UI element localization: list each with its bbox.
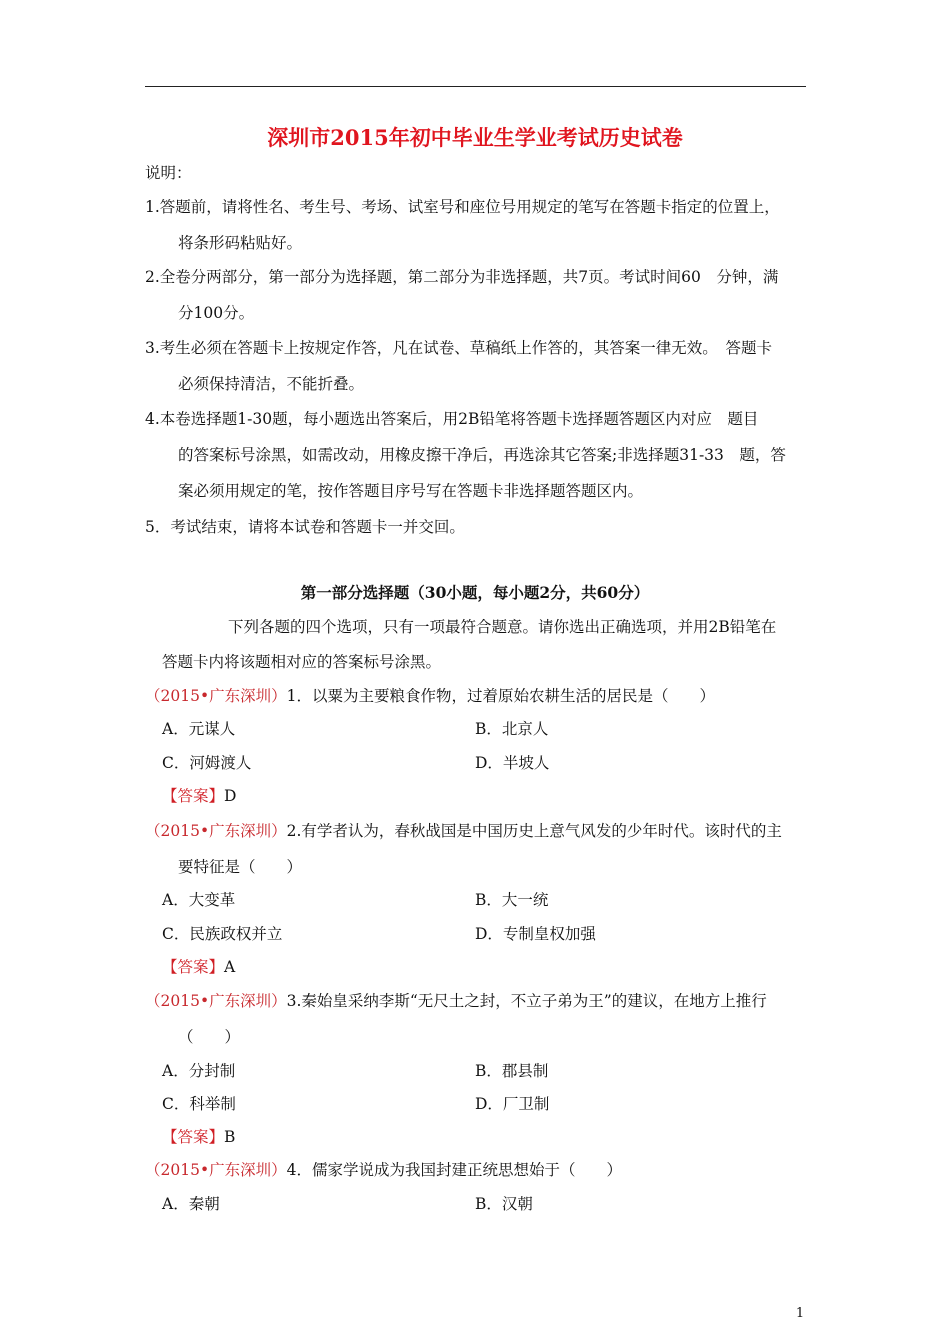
instruction-line: 1.答题前，请将性名、考生号、考场、试室号和座位号用规定的笔写在答题卡指定的位置上， [145, 198, 780, 216]
question-stem-cont: 要特征是（ ） [178, 858, 303, 876]
option-a: A．秦朝 [162, 1195, 220, 1213]
question-stem: 1．以粟为主要粮食作物，过着原始农耕生活的居民是（ ） [286, 687, 715, 705]
answer-line [162, 785, 236, 807]
question-source: （2015•广东深圳） [145, 992, 287, 1010]
answer-value: D [224, 787, 237, 805]
question-stem: 3.秦始皇采纳李斯“无尺土之封，不立子弟为王”的建议，在地方上推行 [286, 992, 767, 1010]
section-intro: 答题卡内将该题相对应的答案标号涂黑。 [162, 653, 442, 671]
option-a: A．元谋人 [162, 720, 236, 738]
option-b: B．郡县制 [475, 1062, 549, 1080]
question-source: （2015•广东深圳） [145, 822, 287, 840]
instruction-line: 必须保持清洁，不能折叠。 [178, 375, 365, 393]
option-b: B．汉朝 [475, 1195, 533, 1213]
instruction-line: 案必须用规定的笔，按作答题目序号写在答题卡非选择题答题区内。 [178, 482, 644, 500]
answer-line [162, 1126, 235, 1148]
question-source: （2015•广东深圳） [145, 1161, 287, 1179]
answer-label: 【答案】 [162, 1128, 225, 1146]
answer-label: 【答案】 [162, 958, 225, 976]
instruction-line: 分100分。 [178, 304, 255, 322]
question-stem: 4．儒家学说成为我国封建正统思想始于（ ） [286, 1161, 622, 1179]
option-a: A．分封制 [162, 1062, 236, 1080]
answer-label: 【答案】 [162, 787, 225, 805]
question-2 [145, 820, 782, 842]
section-intro: 下列各题的四个选项，只有一项最符合题意。请你选出正确选项，并用2B铅笔在 [228, 618, 777, 636]
page-number: 1 [795, 1306, 805, 1321]
instruction-line: 的答案标号涂黑，如需改动，用橡皮擦干净后，再选涂其它答案;非选择题31-33 题，答 [178, 446, 786, 464]
option-d: D．专制皇权加强 [475, 925, 596, 943]
instructions-label: 说明： [145, 164, 192, 182]
exam-title: 深圳市2015年初中毕业生学业考试历史试卷 [267, 125, 683, 150]
option-d: D．半坡人 [475, 754, 550, 772]
answer-value: A [224, 958, 236, 976]
section-heading: 第一部分选择题（30小题，每小题2分，共60分） [300, 583, 650, 602]
question-stem-cont: （ ） [178, 1028, 241, 1046]
question-1 [145, 685, 715, 707]
option-c: C．河姆渡人 [162, 754, 252, 772]
option-b: B．北京人 [475, 720, 549, 738]
question-stem: 2.有学者认为，春秋战国是中国历史上意气风发的少年时代。该时代的主 [286, 822, 782, 840]
instruction-line: 2.全卷分两部分，第一部分为选择题，第二部分为非选择题，共7页。考试时间60 分钟，满 [145, 268, 779, 286]
option-c: C．民族政权并立 [162, 925, 283, 943]
question-source: （2015•广东深圳） [145, 687, 287, 705]
answer-value: B [224, 1128, 236, 1146]
option-b: B．大一统 [475, 891, 549, 909]
option-c: C．科举制 [162, 1095, 236, 1113]
option-d: D．厂卫制 [475, 1095, 550, 1113]
header-rule [145, 86, 806, 87]
question-3 [145, 990, 767, 1012]
instruction-line: 将条形码粘贴好。 [178, 234, 303, 252]
instruction-line: 4.本卷选择题1-30题，每小题选出答案后，用2B铅笔将答题卡选择题答题区内对应 题目 [145, 410, 759, 428]
answer-line [162, 956, 235, 978]
question-4 [145, 1159, 622, 1181]
instruction-line: 3.考生必须在答题卡上按规定作答，凡在试卷、草稿纸上作答的，其答案一律无效。 答题卡 [145, 339, 773, 357]
option-a: A．大变革 [162, 891, 236, 909]
instruction-line: 5．考试结束，请将本试卷和答题卡一并交回。 [145, 518, 465, 536]
